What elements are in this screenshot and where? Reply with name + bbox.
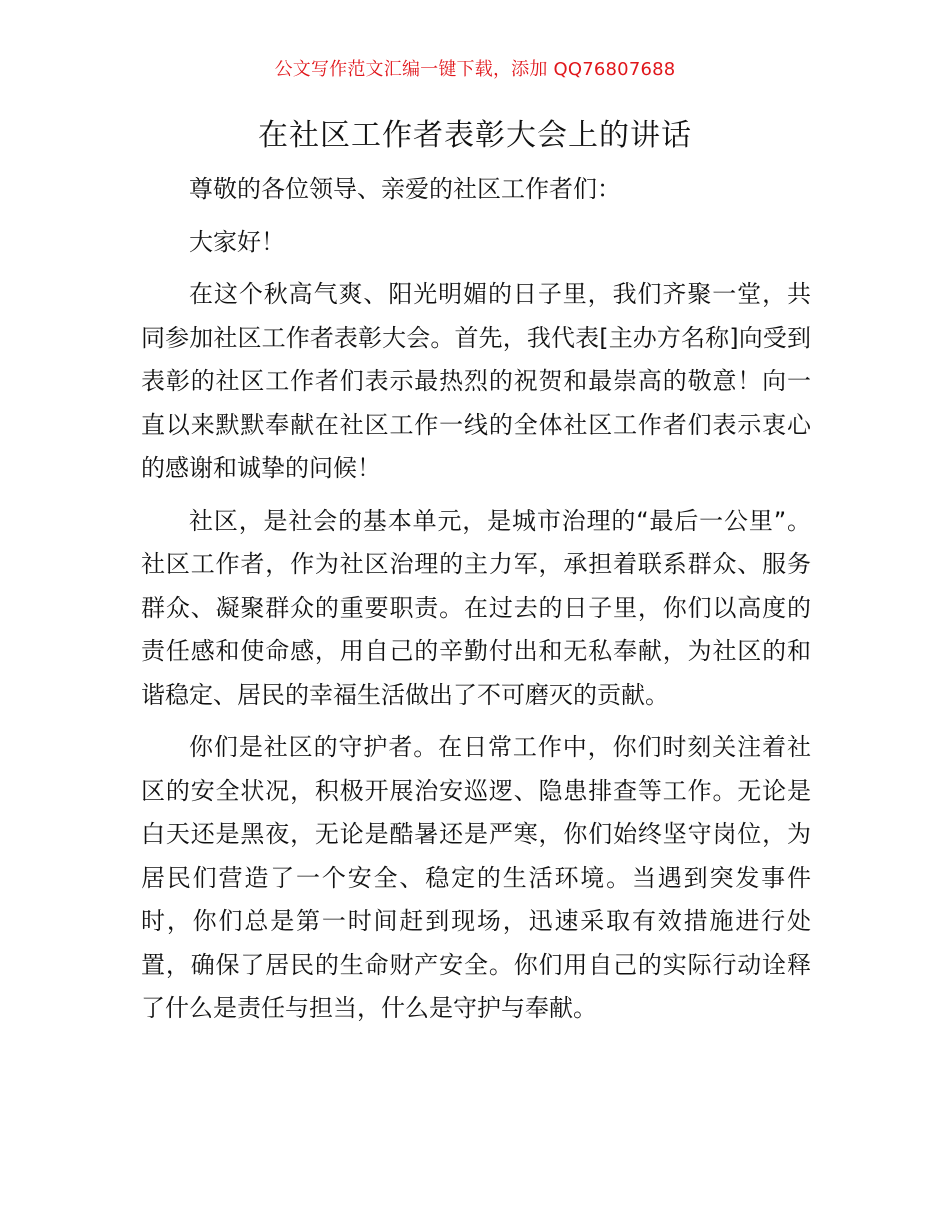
body-paragraph-1: 在这个秋高气爽、阳光明媚的日子里，我们齐聚一堂，共同参加社区工作者表彰大会。首先，我代表[主办方名称]向受到表彰的社区工作者们表示最热烈的祝贺和最崇高的敬意！向一直以来默默奉献在社区工作一线的全体社区工作者们表示衷心的感谢和诚挚的问候！ (141, 280, 811, 482)
body-paragraph-2: 社区，是社会的基本单元，是城市治理的“最后一公里”。社区工作者，作为社区治理的主力军，承担着联系群众、服务群众、凝聚群众的重要职责。在过去的日子里，你们以高度的责任感和使命感，用自己的辛勤付出和无私奉献，为社区的和谐稳定、居民的幸福生活做出了不可磨灭的贡献。 (141, 506, 811, 709)
salutation: 尊敬的各位领导、亲爱的社区工作者们： (189, 175, 621, 203)
greeting: 大家好！ (189, 227, 285, 256)
document-title: 在社区工作者表彰大会上的讲话 (258, 118, 692, 153)
download-promo-note: 公文写作范文汇编一键下载，添加 QQ76807688 (274, 59, 676, 80)
document-body (141, 168, 811, 1040)
body-paragraph-3: 你们是社区的守护者。在日常工作中，你们时刻关注着社区的安全状况，积极开展治安巡逻、隐患排查等工作。无论是白天还是黑夜，无论是酷暑还是严寒，你们始终坚守岗位，为居民们营造了一个安全、稳定的生活环境。当遇到突发事件时，你们总是第一时间赶到现场，迅速采取有效措施进行处置，确保了居民的生命财产安全。你们用自己的实际行动诠释了什么是责任与担当，什么是守护与奉献。 (141, 733, 811, 1022)
